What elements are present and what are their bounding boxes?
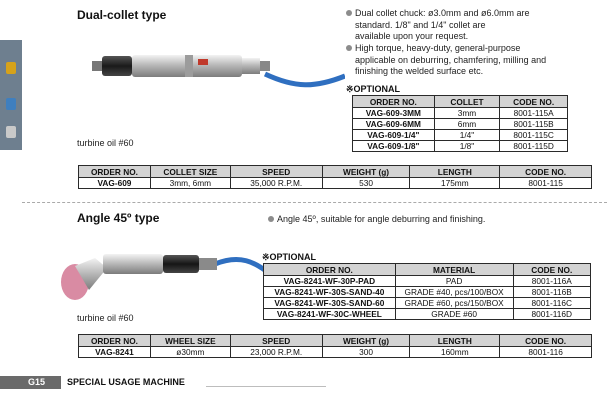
table-header-row: ORDER NO. COLLET SIZE SPEED WEIGHT (g) LENGTH CODE NO. xyxy=(79,166,592,178)
feature-bullet-2: High torque, heavy-duty, general-purpose applicable on deburring, chamfering, milling and finishing the welded surface etc. xyxy=(346,43,611,78)
optional-label: ※OPTIONAL xyxy=(262,252,317,262)
table-row: VAG-609 3mm, 6mm 35,000 R.P.M. 530 175mm 8001-115 xyxy=(79,178,592,189)
table-header-row: ORDER NO. COLLET CODE NO. xyxy=(353,96,568,108)
optional-label: ※OPTIONAL xyxy=(346,84,401,94)
table-row: VAG-609-3MM 3mm 8001-115A xyxy=(353,108,568,119)
left-thumbnail-strip xyxy=(0,40,22,150)
dual-collet-grinder-image xyxy=(90,38,345,98)
section-title-dual-collet: Dual-collet type xyxy=(77,8,167,22)
turbine-oil-caption: turbine oil #60 xyxy=(77,313,134,323)
bullet-dot-icon xyxy=(346,10,352,16)
footer-rule xyxy=(206,386,326,387)
footer-section-title: SPECIAL USAGE MACHINE xyxy=(67,377,185,387)
angle-45-grinder-image xyxy=(55,238,270,310)
table-row: VAG-8241-WF-30P-PAD PAD 8001-116A xyxy=(264,276,591,287)
turbine-oil-caption: turbine oil #60 xyxy=(77,138,134,148)
table-header-row: ORDER NO. MATERIAL CODE NO. xyxy=(264,264,591,276)
product-thumb-icon xyxy=(6,62,16,74)
table-row: VAG-609-1/8" 1/8" 8001-115D xyxy=(353,141,568,152)
feature-bullet-1: Dual collet chuck: ø3.0mm and ø6.0mm are standard. 1/8" and 1/4" collet are available upon your request. xyxy=(346,8,606,43)
table-row: VAG-609-6MM 6mm 8001-115B xyxy=(353,119,568,130)
optional-pad-table xyxy=(263,263,591,320)
bullet-dot-icon xyxy=(346,45,352,51)
bullet-dot-icon xyxy=(268,216,274,222)
section-title-angle-45: Angle 45º type xyxy=(77,211,160,225)
feature-bullet-angle: Angle 45º, suitable for angle deburring and finishing. xyxy=(268,214,598,226)
table-row: VAG-8241 ø30mm 23,000 R.P.M. 300 160mm 8001-116 xyxy=(79,347,592,358)
table-header-row: ORDER NO. WHEEL SIZE SPEED WEIGHT (g) LENGTH CODE NO. xyxy=(79,335,592,347)
table-row: VAG-609-1/4" 1/4" 8001-115C xyxy=(353,130,568,141)
product-thumb-icon xyxy=(6,126,16,138)
table-row: VAG-8241-WF-30S-SAND-60 GRADE #60, pcs/150/BOX 8001-116C xyxy=(264,298,591,309)
spec-table-vag-609 xyxy=(78,165,592,189)
product-thumb-icon xyxy=(6,98,16,110)
spec-table-vag-8241 xyxy=(78,334,592,358)
section-divider xyxy=(22,202,607,203)
page-number-badge: G15 xyxy=(0,376,61,389)
table-row: VAG-8241-WF-30C-WHEEL GRADE #60 8001-116D xyxy=(264,309,591,320)
optional-collet-table xyxy=(352,95,568,152)
table-row: VAG-8241-WF-30S-SAND-40 GRADE #40, pcs/100/BOX 8001-116B xyxy=(264,287,591,298)
